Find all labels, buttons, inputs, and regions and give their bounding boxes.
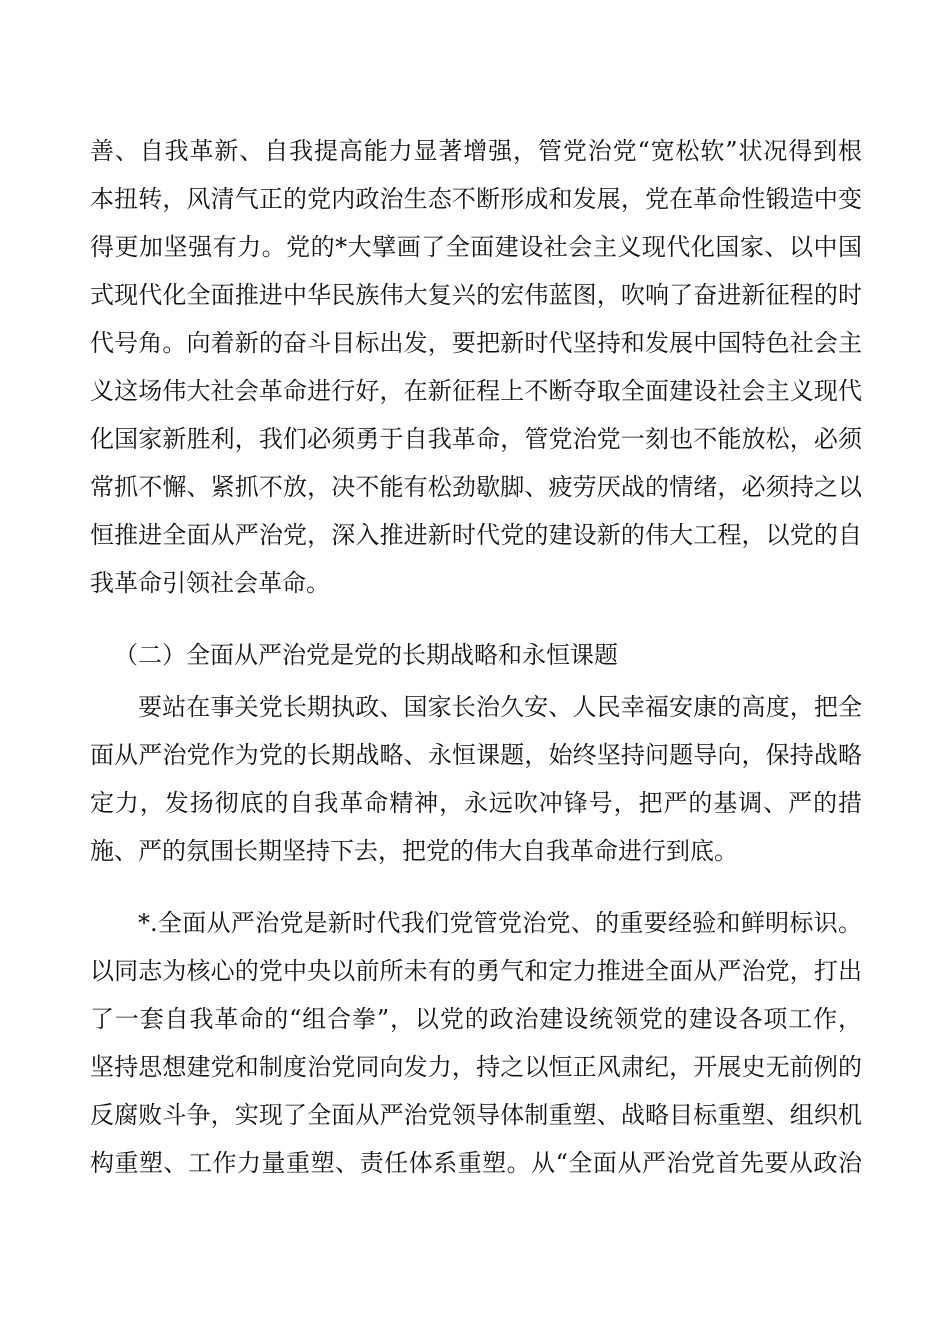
paragraph-1-line-4: 式现代化全面推进中华民族伟大复兴的宏伟蓝图，吹响了奋进新征程的时 xyxy=(90,281,862,309)
paragraph-1-line-1: 善、自我革新、自我提高能力显著增强，管党治党“宽松软”状况得到根 xyxy=(90,137,862,165)
paragraph-2-line-3: 定力，发扬彻底的自我革命精神，永远吹冲锋号，把严的基调、严的措 xyxy=(90,789,862,817)
paragraph-1-line-5: 代号角。向着新的奋斗目标出发，要把新时代坚持和发展中国特色社会主 xyxy=(90,329,862,357)
paragraph-1-line-9: 恒推进全面从严治党，深入推进新时代党的建设新的伟大工程，以党的自 xyxy=(90,521,862,549)
paragraph-3-line-4: 坚持思想建党和制度治党同向发力，持之以恒正风肃纪，开展史无前例的 xyxy=(90,1053,862,1081)
paragraph-1-line-3: 得更加坚强有力。党的*大擘画了全面建设社会主义现代化国家、以中国 xyxy=(90,233,862,261)
paragraph-1-line-7: 化国家新胜利，我们必须勇于自我革命，管党治党一刻也不能放松，必须 xyxy=(90,425,862,453)
paragraph-2-line-2: 面从严治党作为党的长期战略、永恒课题，始终坚持问题导向，保持战略 xyxy=(90,741,862,769)
paragraph-3-line-3: 了一套自我革命的“组合拳”，以党的政治建设统领党的建设各项工作， xyxy=(90,1005,862,1033)
paragraph-3-line-2: 以同志为核心的党中央以前所未有的勇气和定力推进全面从严治党，打出 xyxy=(90,957,862,985)
paragraph-1-line-8: 常抓不懈、紧抓不放，决不能有松劲歇脚、疲劳厌战的情绪，必须持之以 xyxy=(90,473,862,501)
paragraph-1-line-6: 义这场伟大社会革命进行好，在新征程上不断夺取全面建设社会主义现代 xyxy=(90,377,862,405)
section-heading: （二）全面从严治党是党的长期战略和永恒课题 xyxy=(114,641,618,669)
paragraph-2-line-4: 施、严的氛围长期坚持下去，把党的伟大自我革命进行到底。 xyxy=(90,837,738,865)
paragraph-2-line-1: 要站在事关党长期执政、国家长治久安、人民幸福安康的高度，把全 xyxy=(138,693,862,721)
paragraph-3-line-6: 构重塑、工作力量重塑、责任体系重塑。从“全面从严治党首先要从政治 xyxy=(90,1149,862,1177)
paragraph-3-line-5: 反腐败斗争，实现了全面从严治党领导体制重塑、战略目标重塑、组织机 xyxy=(90,1101,862,1129)
paragraph-3-line-1: *.全面从严治党是新时代我们党管党治党、的重要经验和鲜明标识。 xyxy=(138,909,862,937)
paragraph-1-line-10: 我革命引领社会革命。 xyxy=(90,569,330,597)
paragraph-1-line-2: 本扭转，风清气正的党内政治生态不断形成和发展，党在革命性锻造中变 xyxy=(90,185,862,213)
